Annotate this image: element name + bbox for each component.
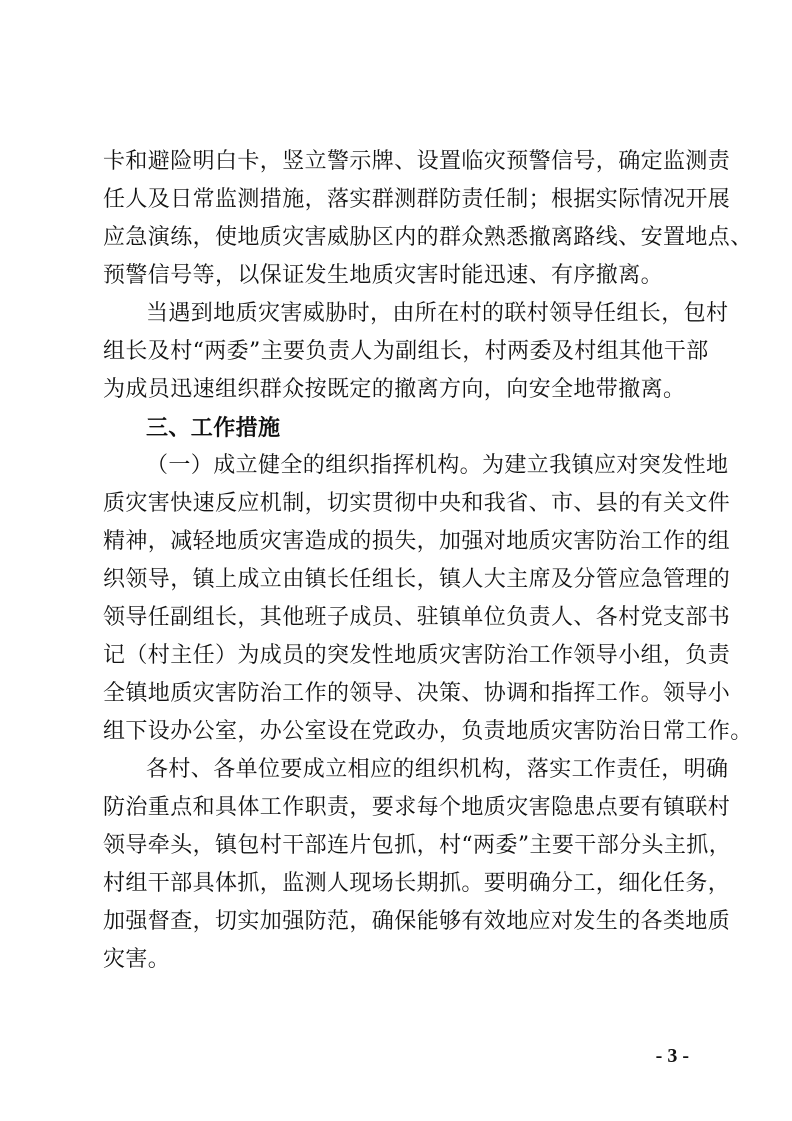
text-line-12: 织领导，镇上成立由镇长任组长，镇人大主席及分管应急管理的 — [103, 567, 731, 592]
text-line-1: 卡和避险明白卡，竖立警示牌、设置临灾预警信号，确定监测责 — [103, 149, 731, 174]
paragraph-start-line-9: （一）成立健全的组织指挥机构。为建立我镇应对突发性地 — [146, 453, 729, 478]
text-line-6: 组长及村“两委”主要负责人为副组长，村两委及村组其他干部 — [103, 339, 709, 364]
paragraph-start-line-5: 当遇到地质灾害威胁时，由所在村的联村领导任组长，包村 — [146, 301, 729, 326]
text-line-4: 预警信号等，以保证发生地质灾害时能迅速、有序撤离。 — [103, 263, 664, 288]
text-line-19: 领导牵头，镇包村干部连片包抓，村“两委”主要干部分头主抓， — [103, 833, 732, 858]
text-line-11: 精神，减轻地质灾害造成的损失，加强对地质灾害防治工作的组 — [103, 529, 731, 554]
text-line-14: 记（村主任）为成员的突发性地质灾害防治工作领导小组，负责 — [103, 643, 731, 668]
text-line-3: 应急演练，使地质灾害威胁区内的群众熟悉撤离路线、安置地点、 — [103, 225, 753, 250]
text-line-16: 组下设办公室，办公室设在党政办，负责地质灾害防治日常工作。 — [103, 719, 753, 744]
text-line-10: 质灾害快速反应机制，切实贯彻中央和我省、市、县的有关文件 — [103, 491, 731, 516]
text-line-22: 灾害。 — [103, 947, 171, 972]
text-line-20: 村组干部具体抓，监测人现场长期抓。要明确分工，细化任务， — [103, 871, 731, 896]
section-heading: 三、工作措施 — [146, 415, 281, 441]
text-line-21: 加强督查，切实加强防范，确保能够有效地应对发生的各类地质 — [103, 909, 731, 934]
text-line-18: 防治重点和具体工作职责，要求每个地质灾害隐患点要有镇联村 — [103, 795, 731, 820]
page-number: - 3 - — [655, 1045, 689, 1067]
text-line-7: 为成员迅速组织群众按既定的撤离方向，向安全地带撤离。 — [103, 377, 686, 402]
text-line-2: 任人及日常监测措施，落实群测群防责任制；根据实际情况开展 — [103, 187, 731, 212]
text-line-13: 领导任副组长，其他班子成员、驻镇单位负责人、各村党支部书 — [103, 605, 731, 630]
text-line-15: 全镇地质灾害防治工作的领导、决策、协调和指挥工作。领导小 — [103, 681, 731, 706]
paragraph-start-line-17: 各村、各单位要成立相应的组织机构，落实工作责任，明确 — [146, 757, 729, 782]
